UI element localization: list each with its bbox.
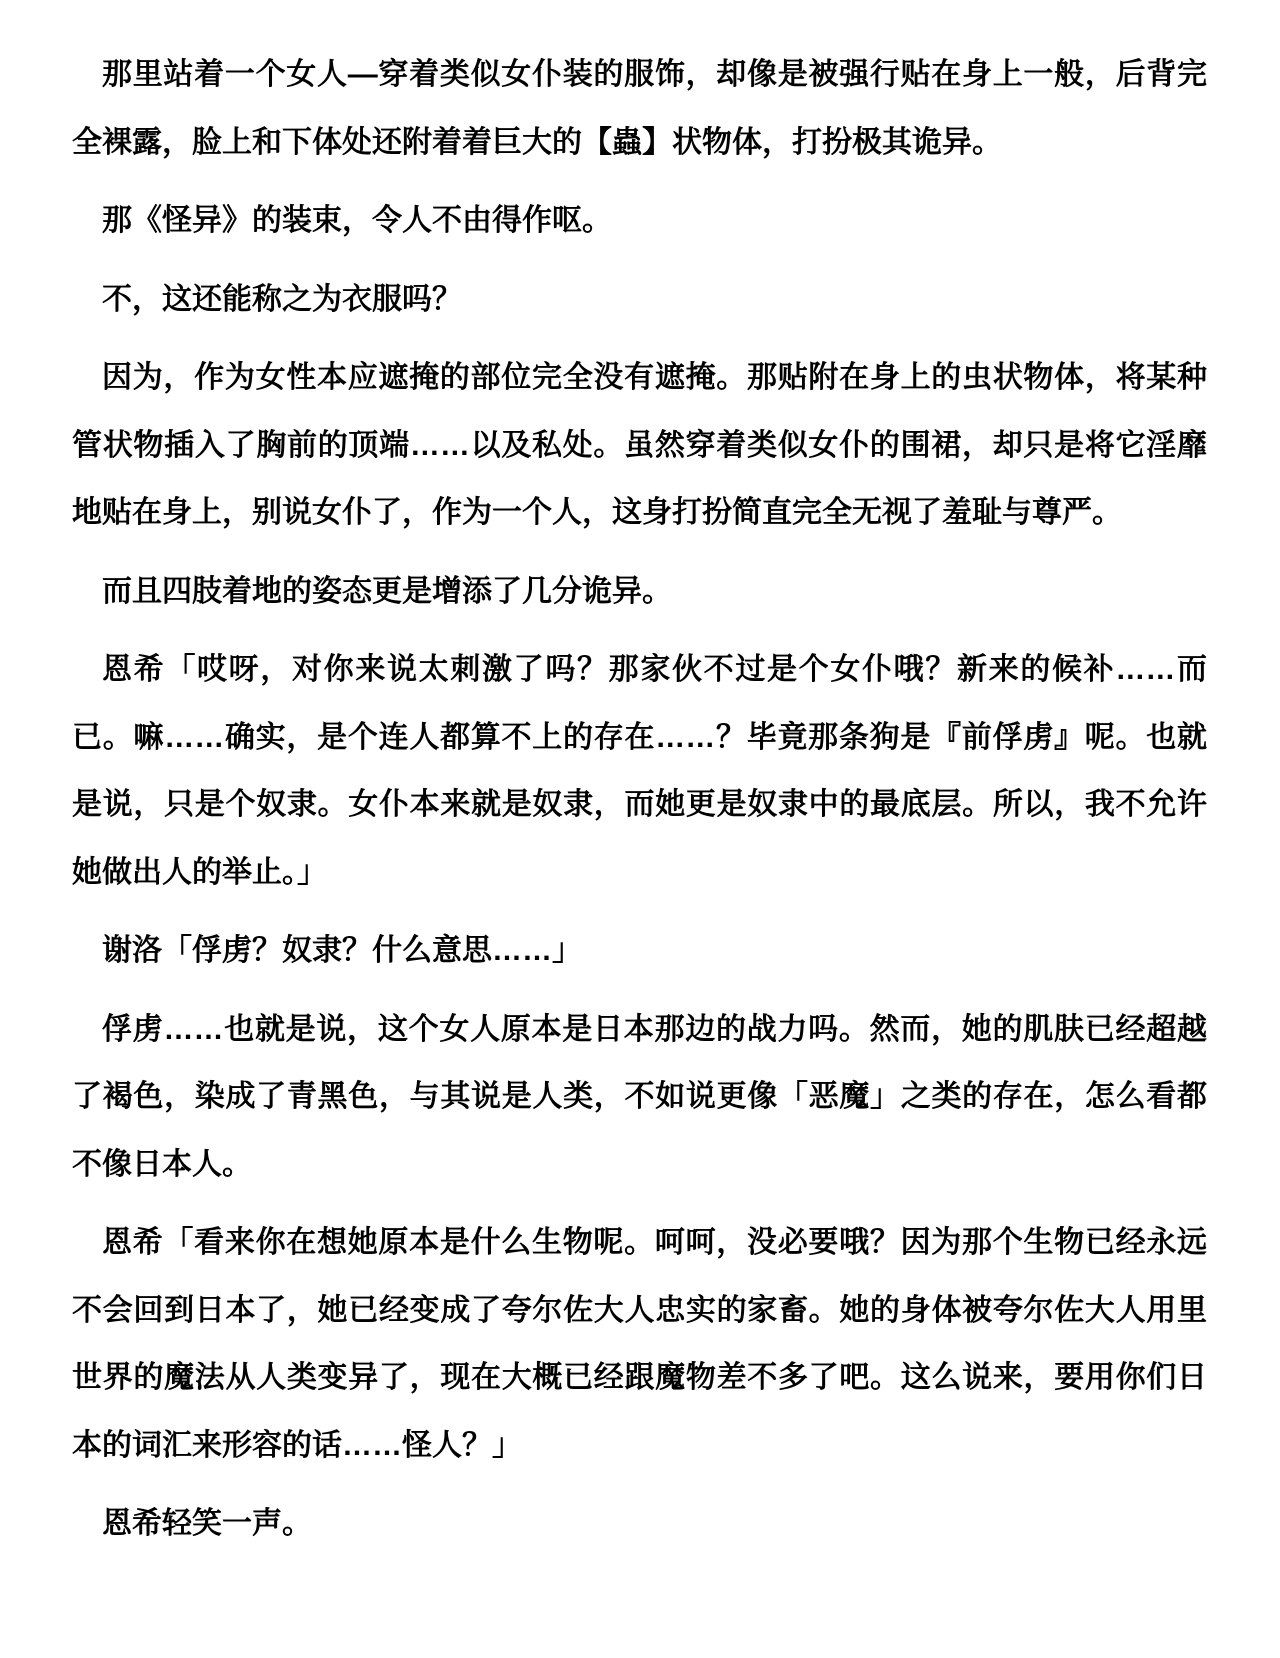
paragraph-3: 不，这还能称之为衣服吗？ [102, 282, 462, 316]
paragraph-10: 恩希轻笑一声。 [102, 1507, 312, 1540]
paragraph-8: 俘虏……也就是说，这个女人原本是日本那边的战力吗。然而，她的肌肤已经超越了褐色，染成了青黑色，与其说是人类，不如说更像「恶魔」之类的存在，怎么看都不像日本人。 [72, 1012, 1207, 1181]
paragraph-6-enxi-dialogue: 恩希「哎呀，对你来说太刺激了吗？那家伙不过是个女仆哦？新来的候补……而已。嘛……确实，是个连人都算不上的存在……？毕竟那条狗是『前俘虏』呢。也就是说，只是个奴隶。女仆本来就是奴隶，而她更是奴隶中的最底层。所以，我不允许她做出人的举止。」 [72, 653, 1207, 889]
paragraph-5: 而且四肢着地的姿态更是增添了几分诡异。 [102, 574, 672, 608]
paragraph-9-enxi-dialogue: 恩希「看来你在想她原本是什么生物呢。呵呵，没必要哦？因为那个生物已经永远不会回到日本了，她已经变成了夸尔佐大人忠实的家畜。她的身体被夸尔佐大人用里世界的魔法从人类变异了，现在大概已经跟魔物差不多了吧。这么说来，要用你们日本的词汇来形容的话……怪人？」 [72, 1226, 1207, 1462]
paragraph-1: 那里站着一个女人—穿着类似女仆装的服饰，却像是被强行贴在身上一般，后背完全裸露，脸上和下体处还附着着巨大的【蟲】状物体，打扮极其诡异。 [72, 58, 1207, 159]
paragraph-7-xieluo-dialogue: 谢洛「俘虏？奴隶？什么意思……」 [102, 934, 582, 967]
paragraph-4: 因为，作为女性本应遮掩的部位完全没有遮掩。那贴附在身上的虫状物体，将某种管状物插入了胸前的顶端……以及私处。虽然穿着类似女仆的围裙，却只是将它淫靡地贴在身上，别说女仆了，作为一个人，这身打扮简直完全无视了羞耻与尊严。 [72, 361, 1207, 529]
paragraph-2: 那《怪异》的装束，令人不由得作呕。 [102, 204, 612, 237]
